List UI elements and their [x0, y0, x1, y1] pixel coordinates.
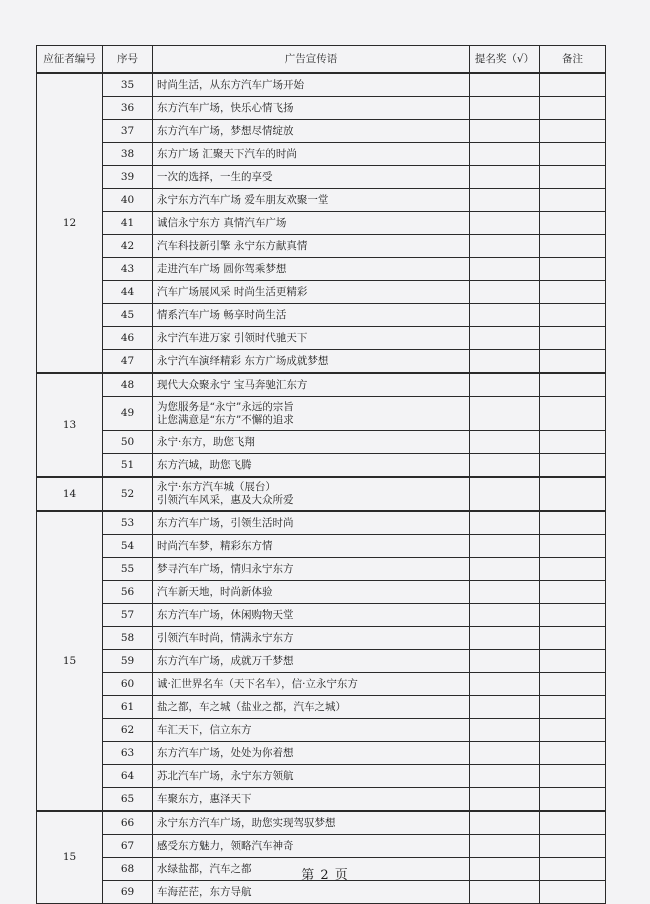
nomination-cell: [470, 742, 540, 765]
slogan-text: 时尚汽车梦，精彩东方情: [157, 539, 273, 552]
entrant-id-cell: 15: [37, 511, 103, 811]
slogan-text: 为您服务是“永宁”永远的宗旨: [157, 400, 294, 413]
slogan-text: 苏北汽车广场，永宁东方领航: [157, 769, 294, 782]
seq-cell: 66: [103, 811, 153, 835]
remarks-cell: [540, 373, 606, 397]
seq-cell: 68: [103, 858, 153, 881]
table-row: [37, 373, 606, 397]
remarks-cell: [540, 143, 606, 166]
nomination-cell: [470, 373, 540, 397]
nomination-cell: [470, 166, 540, 189]
slogan-text: 汽车广场展风采 时尚生活更精彩: [157, 285, 308, 298]
nomination-cell: [470, 97, 540, 120]
entrant-id-cell: 12: [37, 73, 103, 373]
slogan-cell: [153, 535, 470, 558]
nomination-cell: [470, 604, 540, 627]
remarks-cell: [540, 97, 606, 120]
slogan-cell: [153, 581, 470, 604]
slogan-cell: [153, 477, 470, 511]
slogan-cell: [153, 719, 470, 742]
slogan-cell: [153, 881, 470, 904]
slogan-text: 诚信永宁东方 真情汽车广场: [157, 216, 287, 229]
remarks-cell: [540, 477, 606, 511]
remarks-cell: [540, 788, 606, 812]
table-row: [37, 811, 606, 835]
slogan-cell: [153, 97, 470, 120]
table-row: [37, 765, 606, 788]
remarks-cell: [540, 258, 606, 281]
nomination-cell: [470, 788, 540, 812]
remarks-cell: [540, 235, 606, 258]
table-row: [37, 431, 606, 454]
nomination-cell: [470, 73, 540, 97]
table-row: [37, 650, 606, 673]
table-header-row: [37, 46, 606, 74]
slogan-text: 永宁·东方，助您飞翔: [157, 435, 255, 448]
slogan-text: 感受东方魅力，领略汽车神奇: [157, 839, 294, 852]
table-row: [37, 73, 606, 97]
nomination-cell: [470, 304, 540, 327]
table-row: [37, 477, 606, 511]
slogan-text: 梦寻汽车广场，情归永宁东方: [157, 562, 294, 575]
seq-cell: 37: [103, 120, 153, 143]
remarks-cell: [540, 511, 606, 535]
table-row: [37, 696, 606, 719]
remarks-cell: [540, 835, 606, 858]
remarks-cell: [540, 189, 606, 212]
seq-cell: 43: [103, 258, 153, 281]
seq-cell: 48: [103, 373, 153, 397]
seq-cell: 40: [103, 189, 153, 212]
slogan-cell: [153, 627, 470, 650]
slogan-cell: [153, 835, 470, 858]
slogan-text: 永宁·东方汽车城（展台）: [157, 481, 276, 493]
seq-cell: 46: [103, 327, 153, 350]
nomination-cell: [470, 673, 540, 696]
remarks-cell: [540, 673, 606, 696]
table-row: [37, 788, 606, 812]
nomination-cell: [470, 558, 540, 581]
slogan-text: 永宁东方汽车广场，助您实现驾驭梦想: [157, 816, 336, 829]
remarks-cell: [540, 281, 606, 304]
slogan-cell: [153, 73, 470, 97]
slogan-text: 盐之都，车之城（盐业之都，汽车之城）: [157, 700, 346, 713]
table-row: [37, 143, 606, 166]
nomination-cell: [470, 235, 540, 258]
seq-cell: 49: [103, 397, 153, 431]
seq-cell: 69: [103, 881, 153, 904]
slogan-text: 永宁东方汽车广场 爱车朋友欢聚一堂: [157, 193, 329, 206]
header-entrant-id: 应征者编号: [37, 46, 103, 74]
slogan-text: 东方汽车广场，引领生活时尚: [157, 516, 294, 529]
slogan-text: 东方广场 汇聚天下汽车的时尚: [157, 147, 297, 160]
remarks-cell: [540, 811, 606, 835]
table-row: [37, 558, 606, 581]
slogan-cell: [153, 696, 470, 719]
slogan-text: 情系汽车广场 畅享时尚生活: [157, 308, 287, 321]
remarks-cell: [540, 627, 606, 650]
remarks-cell: [540, 350, 606, 374]
slogan-cell: [153, 235, 470, 258]
table-row: [37, 835, 606, 858]
table-row: [37, 327, 606, 350]
table-row: [37, 581, 606, 604]
table-row: [37, 281, 606, 304]
seq-cell: 61: [103, 696, 153, 719]
nomination-cell: [470, 281, 540, 304]
seq-cell: 52: [103, 477, 153, 511]
table-row: [37, 627, 606, 650]
slogan-text: 车聚东方，惠泽天下: [157, 792, 252, 805]
seq-cell: 41: [103, 212, 153, 235]
slogan-cell: [153, 258, 470, 281]
remarks-cell: [540, 327, 606, 350]
slogan-text: 时尚生活，从东方汽车广场开始: [157, 78, 304, 91]
slogan-cell: [153, 120, 470, 143]
slogan-text: 东方汽车广场，处处为你着想: [157, 746, 294, 759]
table-row: [37, 397, 606, 431]
remarks-cell: [540, 604, 606, 627]
slogan-cell: [153, 350, 470, 374]
nomination-cell: [470, 881, 540, 904]
slogan-text: 车海茫茫，东方导航: [157, 885, 252, 898]
header-nomination: 提名奖（√）: [470, 46, 540, 74]
table-row: [37, 166, 606, 189]
nomination-cell: [470, 696, 540, 719]
remarks-cell: [540, 558, 606, 581]
nomination-cell: [470, 581, 540, 604]
remarks-cell: [540, 742, 606, 765]
slogan-text: 汽车科技新引擎 永宁东方献真情: [157, 239, 308, 252]
seq-cell: 60: [103, 673, 153, 696]
slogan-cell: [153, 397, 470, 431]
slogan-cell: [153, 143, 470, 166]
seq-cell: 58: [103, 627, 153, 650]
seq-cell: 62: [103, 719, 153, 742]
remarks-cell: [540, 431, 606, 454]
nomination-cell: [470, 765, 540, 788]
table-row: [37, 454, 606, 478]
slogan-text: 引领汽车时尚，情满永宁东方: [157, 631, 294, 644]
slogan-cell: [153, 650, 470, 673]
nomination-cell: [470, 143, 540, 166]
slogan-cell: [153, 511, 470, 535]
nomination-cell: [470, 327, 540, 350]
table-row: [37, 673, 606, 696]
nomination-cell: [470, 511, 540, 535]
nomination-cell: [470, 397, 540, 431]
nomination-cell: [470, 350, 540, 374]
header-slogan: 广告宣传语: [153, 46, 470, 74]
table-row: [37, 189, 606, 212]
table-row: [37, 719, 606, 742]
slogan-cell: [153, 431, 470, 454]
seq-cell: 44: [103, 281, 153, 304]
seq-cell: 64: [103, 765, 153, 788]
table-row: [37, 511, 606, 535]
slogan-text: 一次的选择，一生的享受: [157, 170, 273, 183]
remarks-cell: [540, 120, 606, 143]
remarks-cell: [540, 304, 606, 327]
slogan-text: 东方汽车广场，成就万千梦想: [157, 654, 294, 667]
slogan-cell: [153, 327, 470, 350]
remarks-cell: [540, 212, 606, 235]
seq-cell: 51: [103, 454, 153, 478]
remarks-cell: [540, 166, 606, 189]
slogan-cell: [153, 166, 470, 189]
entrant-id-cell: 13: [37, 373, 103, 477]
slogan-cell: [153, 189, 470, 212]
nomination-cell: [470, 535, 540, 558]
slogan-text: 让您满意是“东方”不懈的追求: [157, 413, 294, 426]
nomination-cell: [470, 719, 540, 742]
seq-cell: 59: [103, 650, 153, 673]
slogan-cell: [153, 765, 470, 788]
seq-cell: 47: [103, 350, 153, 374]
table-row: [37, 235, 606, 258]
slogan-text: 永宁汽车进万家 引领时代驰天下: [157, 331, 308, 344]
page-number: 第 2 页: [301, 868, 349, 883]
remarks-cell: [540, 397, 606, 431]
seq-cell: 67: [103, 835, 153, 858]
slogan-cell: [153, 281, 470, 304]
nomination-cell: [470, 454, 540, 478]
seq-cell: 50: [103, 431, 153, 454]
table-row: [37, 212, 606, 235]
slogan-text: 现代大众聚永宁 宝马奔驰汇东方: [157, 378, 308, 391]
slogan-cell: [153, 212, 470, 235]
seq-cell: 38: [103, 143, 153, 166]
slogan-cell: [153, 788, 470, 812]
slogan-text: 走进汽车广场 圆你驾乘梦想: [157, 262, 287, 275]
seq-cell: 54: [103, 535, 153, 558]
remarks-cell: [540, 719, 606, 742]
slogan-text: 车汇天下，信立东方: [157, 723, 252, 736]
slogan-cell: [153, 604, 470, 627]
slogan-table: [36, 45, 606, 904]
seq-cell: 63: [103, 742, 153, 765]
nomination-cell: [470, 835, 540, 858]
table-row: [37, 304, 606, 327]
slogan-text: 诚·汇世界名车（天下名车），信·立永宁东方: [157, 677, 358, 690]
table-body: [37, 73, 606, 904]
slogan-text: 水绿盐都，汽车之都: [157, 862, 252, 875]
seq-cell: 35: [103, 73, 153, 97]
nomination-cell: [470, 811, 540, 835]
remarks-cell: [540, 765, 606, 788]
seq-cell: 36: [103, 97, 153, 120]
nomination-cell: [470, 189, 540, 212]
table-row: [37, 742, 606, 765]
nomination-cell: [470, 212, 540, 235]
table-row: [37, 258, 606, 281]
slogan-text: 永宁汽车演绎精彩 东方广场成就梦想: [157, 354, 329, 367]
slogan-cell: [153, 558, 470, 581]
entrant-id-cell: 15: [37, 811, 103, 904]
remarks-cell: [540, 650, 606, 673]
table-row: [37, 97, 606, 120]
table-row: [37, 535, 606, 558]
seq-cell: 53: [103, 511, 153, 535]
nomination-cell: [470, 431, 540, 454]
slogan-text: 东方汽车广场，梦想尽情绽放: [157, 124, 294, 137]
remarks-cell: [540, 73, 606, 97]
remarks-cell: [540, 881, 606, 904]
seq-cell: 56: [103, 581, 153, 604]
nomination-cell: [470, 258, 540, 281]
seq-cell: 55: [103, 558, 153, 581]
slogan-text: 东方汽城，助您飞腾: [157, 458, 252, 471]
slogan-text: 东方汽车广场，休闲购物天堂: [157, 608, 294, 621]
entrant-id-cell: 14: [37, 477, 103, 511]
seq-cell: 65: [103, 788, 153, 812]
slogan-cell: [153, 742, 470, 765]
seq-cell: 45: [103, 304, 153, 327]
slogan-cell: [153, 454, 470, 478]
header-seq: 序号: [103, 46, 153, 74]
slogan-text: 引领汽车风采，惠及大众所爱: [157, 494, 294, 506]
slogan-cell: [153, 304, 470, 327]
slogan-cell: [153, 373, 470, 397]
nomination-cell: [470, 120, 540, 143]
seq-cell: 57: [103, 604, 153, 627]
slogan-cell: [153, 811, 470, 835]
table-row: [37, 604, 606, 627]
slogan-text: 东方汽车广场，快乐心情飞扬: [157, 101, 294, 114]
remarks-cell: [540, 535, 606, 558]
header-remarks: 备注: [540, 46, 606, 74]
remarks-cell: [540, 581, 606, 604]
nomination-cell: [470, 477, 540, 511]
remarks-cell: [540, 696, 606, 719]
slogan-cell: [153, 673, 470, 696]
seq-cell: 39: [103, 166, 153, 189]
table-row: [37, 350, 606, 374]
remarks-cell: [540, 454, 606, 478]
slogan-text: 汽车新天地，时尚新体验: [157, 585, 273, 598]
table-row: [37, 120, 606, 143]
nomination-cell: [470, 650, 540, 673]
nomination-cell: [470, 627, 540, 650]
seq-cell: 42: [103, 235, 153, 258]
table-row: [37, 881, 606, 904]
